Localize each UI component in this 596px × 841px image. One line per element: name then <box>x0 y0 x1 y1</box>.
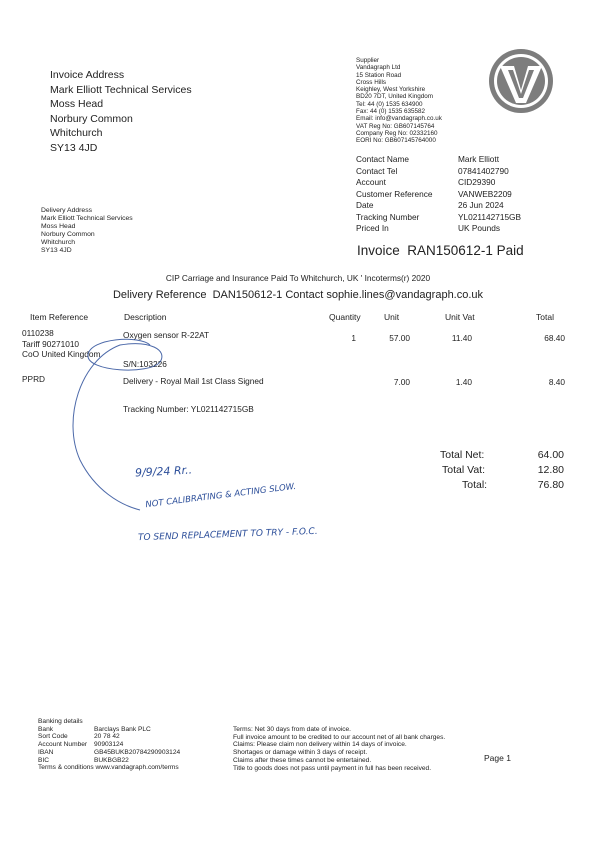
col-header-unit: Unit <box>384 312 400 322</box>
contact-value: Mark Elliott <box>458 154 500 164</box>
terms-line: Terms: Net 30 days from date of invoice. <box>233 726 352 733</box>
item-tracking: Tracking Number: YL021142715GB <box>123 404 254 414</box>
delivery-address-line: Norbury Common <box>41 231 95 238</box>
supplier-line: Vandagraph Ltd <box>356 64 401 72</box>
contact-value: UK Pounds <box>458 223 500 233</box>
invoice-title: Invoice RAN150612-1 Paid <box>357 243 524 258</box>
delivery-address-line: Whitchurch <box>41 239 75 246</box>
delivery-address-heading: Delivery Address <box>41 207 92 214</box>
bank-value: GB45BUKB20784290903124 <box>94 748 181 756</box>
contact-label: Tracking Number <box>356 211 420 222</box>
contact-value: 26 Jun 2024 <box>458 200 504 210</box>
col-header-quantity: Quantity <box>329 312 361 322</box>
item-ref-line: 0110238 <box>22 328 54 338</box>
item-ref-line: PPRD <box>22 374 46 384</box>
contact-label: Customer Reference <box>356 188 433 199</box>
invoice-address-line: Moss Head <box>50 98 104 110</box>
supplier-line: 15 Station Road <box>356 71 402 79</box>
contact-value: YL021142715GB <box>458 211 522 222</box>
col-header-unit-vat: Unit Vat <box>445 312 475 322</box>
supplier-line: EORI No: GB607145764000 <box>356 137 436 145</box>
bank-label: Bank <box>38 725 54 733</box>
supplier-line: Company Reg No: 02332160 <box>356 129 438 137</box>
total-value: 76.80 <box>537 479 564 491</box>
col-header-total: Total <box>536 312 554 322</box>
invoice-address-line: Mark Elliott Technical Services <box>50 83 192 96</box>
handwritten-note-fault: NOT CALIBRATING & ACTING SLOW. <box>144 481 297 511</box>
contact-label: Date <box>356 200 374 210</box>
col-header-item-ref: Item Reference <box>30 312 89 322</box>
item-ref-line: CoO United Kingdom <box>22 349 101 359</box>
supplier-line: BD20 7DT, United Kingdom <box>356 93 434 101</box>
bank-label: IBAN <box>38 748 54 756</box>
supplier-line: Tel: 44 (0) 1535 634900 <box>356 100 423 108</box>
total-vat-value: 12.80 <box>537 464 564 476</box>
invoice-address-heading: Invoice Address <box>50 69 125 81</box>
contact-label: Contact Tel <box>356 165 398 176</box>
handwritten-note-action: TO SEND REPLACEMENT TO TRY - F.O.C. <box>137 526 318 544</box>
delivery-reference: Delivery Reference DAN150612-1 Contact sophie.lines@vandagraph.co.uk <box>112 289 484 301</box>
col-header-description: Description <box>124 312 167 322</box>
bank-label: BIC <box>38 756 49 764</box>
terms-line: Claims: Please claim non delivery within 14 days of invoice. <box>233 741 407 749</box>
bank-value: 90903124 <box>94 741 124 749</box>
item-unit-vat: 11.40 <box>451 333 472 343</box>
terms-line: Title to goods does not pass until payment in full has been received. <box>233 764 432 772</box>
delivery-address-line: Moss Head <box>41 223 76 230</box>
page-number: Page 1 <box>484 753 511 763</box>
terms-line: Claims after these times cannot be entertained. <box>233 756 372 764</box>
total-label: Total: <box>462 479 488 491</box>
contact-value: CID29390 <box>458 177 496 187</box>
bank-value: Barclays Bank PLC <box>94 725 151 733</box>
bank-row <box>38 726 180 734</box>
delivery-address-line: Mark Elliott Technical Services <box>41 215 133 222</box>
item-description: Delivery - Royal Mail 1st Class Signed <box>123 376 264 386</box>
item-serial: S/N:103226 <box>123 359 167 369</box>
terms-link[interactable]: Terms & conditions www.vandagraph.com/terms <box>38 764 179 772</box>
contact-label: Contact Name <box>356 154 410 164</box>
contact-label: Priced In <box>356 223 389 233</box>
invoice-address-line: Norbury Common <box>50 112 133 125</box>
contact-label: Account <box>356 177 386 187</box>
contact-value: 07841402790 <box>458 165 509 176</box>
bank-value: 20 78 42 <box>94 733 120 741</box>
item-unit-price: 57.00 <box>389 333 410 343</box>
bank-heading: Banking details <box>38 718 83 725</box>
item-quantity: 1 <box>351 333 356 343</box>
terms-line: Shortages or damage within 3 days of receipt. <box>233 749 368 757</box>
bank-row <box>38 749 180 757</box>
supplier-line: Email: info@vandagraph.co.uk <box>356 115 442 123</box>
bank-label: Sort Code <box>38 733 68 741</box>
bank-row <box>38 733 180 741</box>
supplier-line: VAT Reg No: GB607145764 <box>356 122 435 130</box>
item-ref-line: Tariff 90271010 <box>22 338 80 349</box>
bank-row <box>38 741 180 749</box>
contact-value: VANWEB2209 <box>458 188 512 199</box>
item-total: 68.40 <box>544 333 565 343</box>
bank-value: BUKBGB22 <box>94 756 129 764</box>
delivery-address-line: SY13 4JD <box>41 247 72 254</box>
terms-line: Full invoice amount to be credited to our account net of all bank charges. <box>233 733 446 741</box>
terms-block <box>233 726 445 772</box>
incoterms-line: CIP Carriage and Insurance Paid To Whitchurch, UK ' Incoterms(r) 2020 <box>165 273 431 283</box>
item-total: 8.40 <box>548 377 565 387</box>
supplier-line: Cross Hills <box>356 78 387 86</box>
invoice-address-line: SY13 4JD <box>50 141 98 154</box>
banking-details <box>38 718 180 772</box>
supplier-line: Supplier <box>356 57 380 64</box>
bank-label: Account Number <box>38 741 88 749</box>
supplier-line: Keighley, West Yorkshire <box>356 86 426 94</box>
invoice-address-line: Whitchurch <box>50 127 103 139</box>
item-unit-price: 7.00 <box>393 377 410 387</box>
item-description: Oxygen sensor R-22AT <box>123 330 210 340</box>
total-net-value: 64.00 <box>537 449 564 461</box>
total-vat-label: Total Vat: <box>442 464 485 476</box>
handwritten-note-date: 9/9/24 Rr.. <box>134 463 193 480</box>
supplier-line: Fax: 44 (0) 1535 635582 <box>356 108 425 116</box>
bank-row <box>38 757 180 765</box>
total-net-label: Total Net: <box>440 449 485 461</box>
item-unit-vat: 1.40 <box>455 377 472 387</box>
